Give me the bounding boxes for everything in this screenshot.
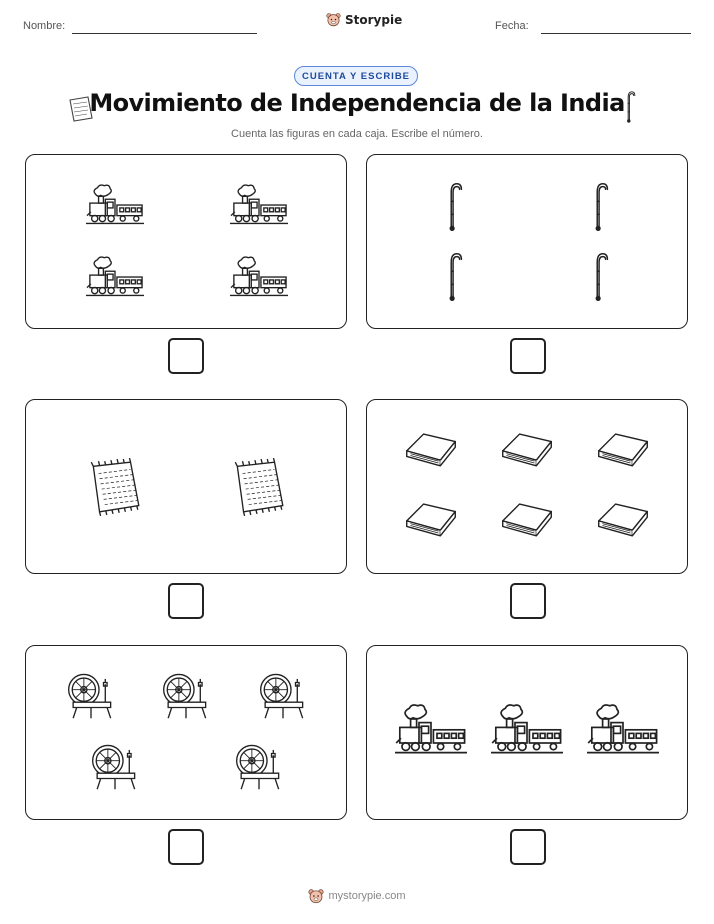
spinning-wheel-icon: [159, 670, 213, 720]
walking-stick-icon: [443, 181, 465, 233]
walking-stick-icon: [589, 251, 611, 303]
book-icon: [403, 500, 459, 538]
train-icon: [491, 704, 563, 758]
train-icon: [86, 255, 144, 301]
answer-box-2[interactable]: [510, 338, 546, 374]
count-box-3: [25, 399, 347, 574]
walking-stick-icon: [621, 90, 639, 124]
train-icon: [587, 704, 659, 758]
answer-box-5[interactable]: [168, 829, 204, 865]
bear-mascot-icon: [308, 888, 324, 904]
answer-box-4[interactable]: [510, 583, 546, 619]
spinning-wheel-icon: [88, 741, 142, 791]
bear-mascot-icon: [326, 12, 341, 27]
spinning-wheel-icon: [64, 670, 118, 720]
book-icon: [595, 430, 651, 468]
answer-box-1[interactable]: [168, 338, 204, 374]
name-field[interactable]: [72, 33, 257, 34]
answer-box-3[interactable]: [168, 583, 204, 619]
brand-logo: Storypie: [326, 12, 402, 27]
rug-icon: [227, 458, 289, 516]
book-icon: [595, 500, 651, 538]
count-box-2: [366, 154, 688, 329]
date-label: Fecha:: [495, 20, 529, 32]
count-box-6: [366, 645, 688, 820]
footer-url[interactable]: mystorypie.com: [328, 890, 406, 902]
book-icon: [499, 430, 555, 468]
count-box-1: [25, 154, 347, 329]
train-icon: [86, 183, 144, 229]
walking-stick-icon: [589, 181, 611, 233]
count-box-5: [25, 645, 347, 820]
answer-box-6[interactable]: [510, 829, 546, 865]
book-icon: [403, 430, 459, 468]
rug-icon: [83, 458, 145, 516]
page-title: Movimiento de Independencia de la India: [89, 89, 625, 117]
book-icon: [499, 500, 555, 538]
train-icon: [230, 255, 288, 301]
footer: [0, 888, 714, 904]
count-box-4: [366, 399, 688, 574]
spinning-wheel-icon: [232, 741, 286, 791]
activity-tag: CUENTA Y ESCRIBE: [294, 66, 418, 86]
instructions: Cuenta las figuras en cada caja. Escribe el número.: [231, 128, 483, 140]
date-field[interactable]: [541, 33, 691, 34]
walking-stick-icon: [443, 251, 465, 303]
train-icon: [230, 183, 288, 229]
train-icon: [395, 704, 467, 758]
name-label: Nombre:: [23, 20, 66, 32]
spinning-wheel-icon: [256, 670, 310, 720]
